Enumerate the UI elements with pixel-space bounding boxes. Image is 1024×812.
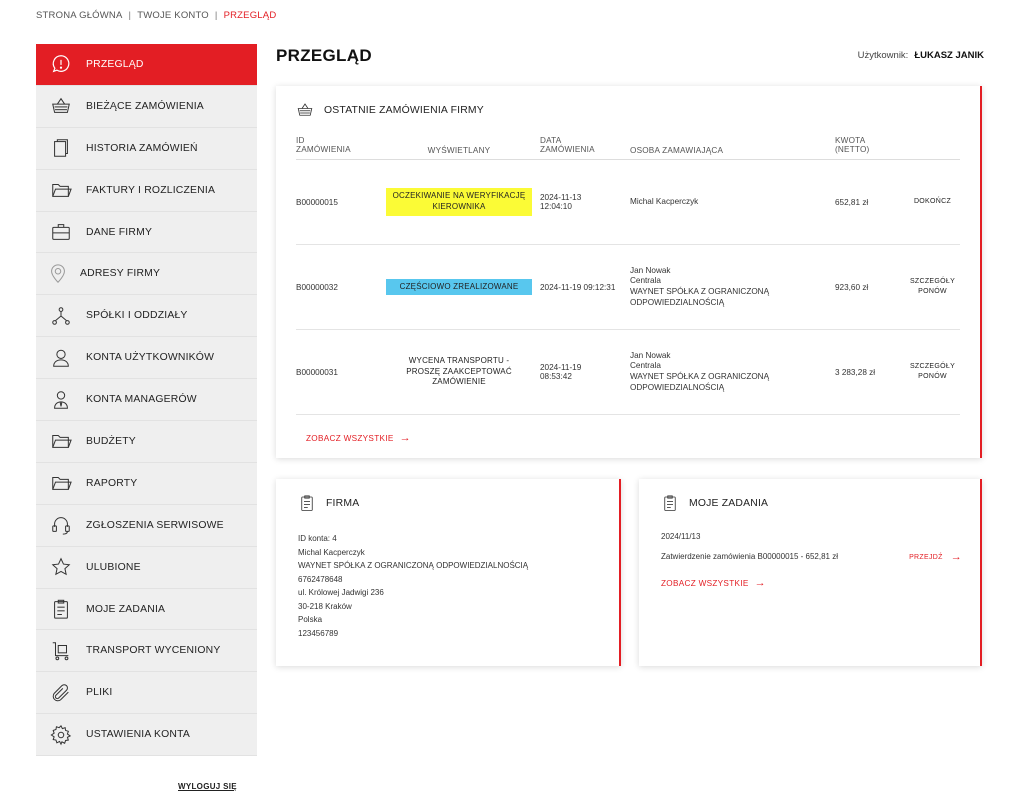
alert-bubble-icon — [36, 53, 86, 75]
street-address: ul. Królowej Jadwigi 236 — [298, 588, 384, 597]
sidebar-item-przeglad[interactable] — [36, 44, 257, 86]
headset-icon — [36, 514, 86, 536]
order-amount: 3 283,28 zł — [835, 367, 876, 377]
document-icon — [36, 137, 86, 159]
column-header-action — [905, 136, 960, 159]
company-card — [276, 479, 621, 666]
arrow-right-icon: → — [950, 551, 962, 563]
cart-icon — [36, 640, 86, 662]
order-status-cell — [378, 188, 540, 216]
column-header-person: OSOBA ZAMAWIAJĄCA — [630, 146, 724, 155]
column-header-status: WYŚWIETLANY — [427, 146, 491, 155]
order-status-cell — [378, 279, 540, 296]
breadcrumb-separator: | — [128, 10, 132, 21]
arrow-right-icon: → — [399, 432, 411, 444]
folder-icon — [36, 179, 86, 201]
column-header-date: DATA ZAMÓWIENIA — [540, 136, 595, 154]
my-tasks-card — [639, 479, 982, 666]
company-name: WAYNET SPÓŁKA Z OGRANICZONĄ ODPOWIEDZIALNOŚCIĄ — [298, 561, 529, 570]
breadcrumb-current: PRZEGLĄD — [223, 10, 277, 21]
table-header — [296, 136, 960, 160]
user-info — [858, 50, 984, 61]
sidebar-item-label: BIEŻĄCE ZAMÓWIENIA — [86, 100, 204, 112]
go-to-task-link[interactable] — [909, 551, 962, 563]
briefcase-icon — [36, 221, 86, 243]
clipboard-icon — [298, 494, 316, 512]
paperclip-icon — [36, 682, 86, 704]
order-date: 2024-11-13 12:04:10 — [540, 193, 582, 211]
sidebar-item-label: FAKTURY I ROZLICZENIA — [86, 184, 216, 196]
sidebar-item-biezace-zamowienia[interactable] — [36, 86, 257, 128]
page-title: PRZEGLĄD — [276, 46, 372, 65]
status-badge: CZĘŚCIOWO ZREALIZOWANE — [386, 279, 532, 296]
go-label: PRZEJDŹ — [909, 553, 943, 561]
sidebar-item-label: DANE FIRMY — [86, 226, 153, 238]
basket-icon — [36, 95, 86, 117]
sidebar-item-transport-wyceniony[interactable] — [36, 630, 257, 672]
sidebar-item-label: USTAWIENIA KONTA — [86, 729, 191, 741]
order-status-cell — [378, 353, 540, 391]
sidebar-item-faktury[interactable] — [36, 170, 257, 212]
order-id[interactable]: B00000032 — [296, 282, 338, 292]
order-amount: 923,60 zł — [835, 282, 869, 292]
arrow-right-icon: → — [754, 577, 766, 589]
sidebar-item-label: MOJE ZADANIA — [86, 603, 166, 615]
basket-icon — [296, 101, 314, 119]
user-icon — [36, 347, 86, 369]
column-header-amount: KWOTA (NETTO) — [835, 136, 870, 154]
account-id: ID konta: 4 — [298, 534, 337, 543]
sidebar-item-label: SPÓŁKI I ODDZIAŁY — [86, 310, 188, 322]
sidebar-item-moje-zadania[interactable] — [36, 589, 257, 631]
task-date: 2024/11/13 — [661, 532, 701, 541]
order-id[interactable]: B00000015 — [296, 197, 338, 207]
see-all-label: ZOBACZ WSZYSTKIE — [661, 578, 749, 588]
sidebar-item-raporty[interactable] — [36, 463, 257, 505]
recent-orders-header — [296, 101, 484, 119]
see-all-tasks-link[interactable] — [661, 577, 766, 589]
breadcrumb-home[interactable]: STRONA GŁÓWNA — [36, 10, 123, 21]
complete-order-link[interactable]: DOKOŃCZ — [913, 197, 952, 205]
location-pin-icon — [36, 263, 80, 285]
order-amount: 652,81 zł — [835, 197, 869, 207]
manager-icon — [36, 389, 86, 411]
sidebar-item-label: KONTA MANAGERÓW — [86, 394, 197, 406]
orders-table — [296, 136, 960, 415]
tax-id: 6762478648 — [298, 574, 343, 584]
recent-orders-card — [276, 86, 982, 458]
sidebar-item-label: HISTORIA ZAMÓWIEŃ — [86, 142, 198, 154]
sidebar-item-zgloszenia-serwisowe[interactable] — [36, 505, 257, 547]
star-icon — [36, 556, 86, 578]
company-header — [298, 494, 359, 512]
order-details-repeat-links[interactable]: SZCZEGÓŁY PONÓW — [909, 277, 956, 295]
recent-orders-title: OSTATNIE ZAMÓWIENIA FIRMY — [324, 104, 484, 116]
postal-city: 30-218 Kraków — [298, 601, 352, 611]
status-badge: WYCENA TRANSPORTU - PROSZĘ ZAAKCEPTOWAĆ ZAMÓWIENIE — [406, 355, 512, 387]
order-person: Jan Nowak Centrala WAYNET SPÓŁKA Z OGRANICZONĄ ODPOWIEDZIALNOŚCIĄ — [630, 265, 770, 307]
gear-icon — [36, 724, 86, 746]
sidebar-item-ustawienia-konta[interactable] — [36, 714, 257, 756]
sidebar — [36, 44, 257, 756]
order-date: 2024-11-19 09:12:31 — [540, 282, 616, 292]
company-title: FIRMA — [326, 497, 360, 509]
column-header-id: ID ZAMÓWIENIA — [296, 136, 351, 154]
see-all-orders-link[interactable] — [306, 432, 411, 444]
sidebar-item-label: PLIKI — [86, 687, 113, 699]
breadcrumb-account[interactable]: TWOJE KONTO — [137, 10, 209, 21]
order-date: 2024-11-19 08:53:42 — [540, 363, 582, 381]
sidebar-item-ulubione[interactable] — [36, 547, 257, 589]
sidebar-item-budzety[interactable] — [36, 421, 257, 463]
order-person: Michal Kacperczyk — [630, 196, 699, 206]
breadcrumb — [36, 10, 276, 21]
table-row[interactable] — [296, 160, 960, 245]
sidebar-item-label: ULUBIONE — [86, 561, 141, 573]
table-row[interactable] — [296, 245, 960, 330]
sidebar-item-historia-zamowien[interactable] — [36, 128, 257, 170]
sidebar-item-label: ADRESY FIRMY — [80, 268, 161, 280]
see-all-label: ZOBACZ WSZYSTKIE — [306, 433, 394, 443]
folder-icon — [36, 430, 86, 452]
sidebar-item-spolki-oddzialy[interactable] — [36, 295, 257, 337]
logout-link[interactable]: WYLOGUJ SIĘ — [178, 782, 237, 791]
sidebar-item-label: TRANSPORT WYCENIONY — [86, 645, 221, 657]
sidebar-item-pliki[interactable] — [36, 672, 257, 714]
sidebar-item-label: RAPORTY — [86, 477, 138, 489]
sidebar-item-konta-uzytkownikow[interactable] — [36, 337, 257, 379]
order-person: Jan Nowak Centrala WAYNET SPÓŁKA Z OGRANICZONĄ ODPOWIEDZIALNOŚCIĄ — [630, 350, 770, 392]
company-info — [298, 532, 528, 640]
sidebar-item-label: BUDŻETY — [86, 435, 136, 447]
status-badge: OCZEKIWANIE NA WERYFIKACJĘ KIEROWNIKA — [386, 188, 532, 216]
task-description: Zatwierdzenie zamówienia B00000015 - 652,81 zł — [661, 552, 838, 561]
user-label: Użytkownik: — [857, 50, 909, 61]
phone: 123456789 — [298, 628, 339, 638]
my-tasks-title: MOJE ZADANIA — [689, 497, 769, 509]
user-name: ŁUKASZ JANIK — [914, 50, 984, 61]
sidebar-item-label: KONTA UŻYTKOWNIKÓW — [86, 352, 215, 364]
folder-icon — [36, 472, 86, 494]
order-id[interactable]: B00000031 — [296, 367, 338, 377]
sidebar-item-dane-firmy[interactable] — [36, 212, 257, 254]
sidebar-item-adresy-firmy[interactable] — [36, 253, 257, 295]
breadcrumb-separator: | — [214, 10, 218, 21]
table-row[interactable] — [296, 330, 960, 415]
clipboard-icon — [661, 494, 679, 512]
order-details-repeat-links[interactable]: SZCZEGÓŁY PONÓW — [909, 362, 956, 380]
sidebar-item-label: ZGŁOSZENIA SERWISOWE — [86, 519, 224, 531]
my-tasks-header — [661, 494, 768, 512]
sidebar-item-konta-managerow[interactable] — [36, 379, 257, 421]
branches-icon — [36, 305, 86, 327]
country: Polska — [298, 615, 323, 624]
contact-name: Michal Kacperczyk — [298, 547, 365, 557]
clipboard-icon — [36, 598, 86, 620]
sidebar-item-label: PRZEGLĄD — [86, 58, 144, 70]
